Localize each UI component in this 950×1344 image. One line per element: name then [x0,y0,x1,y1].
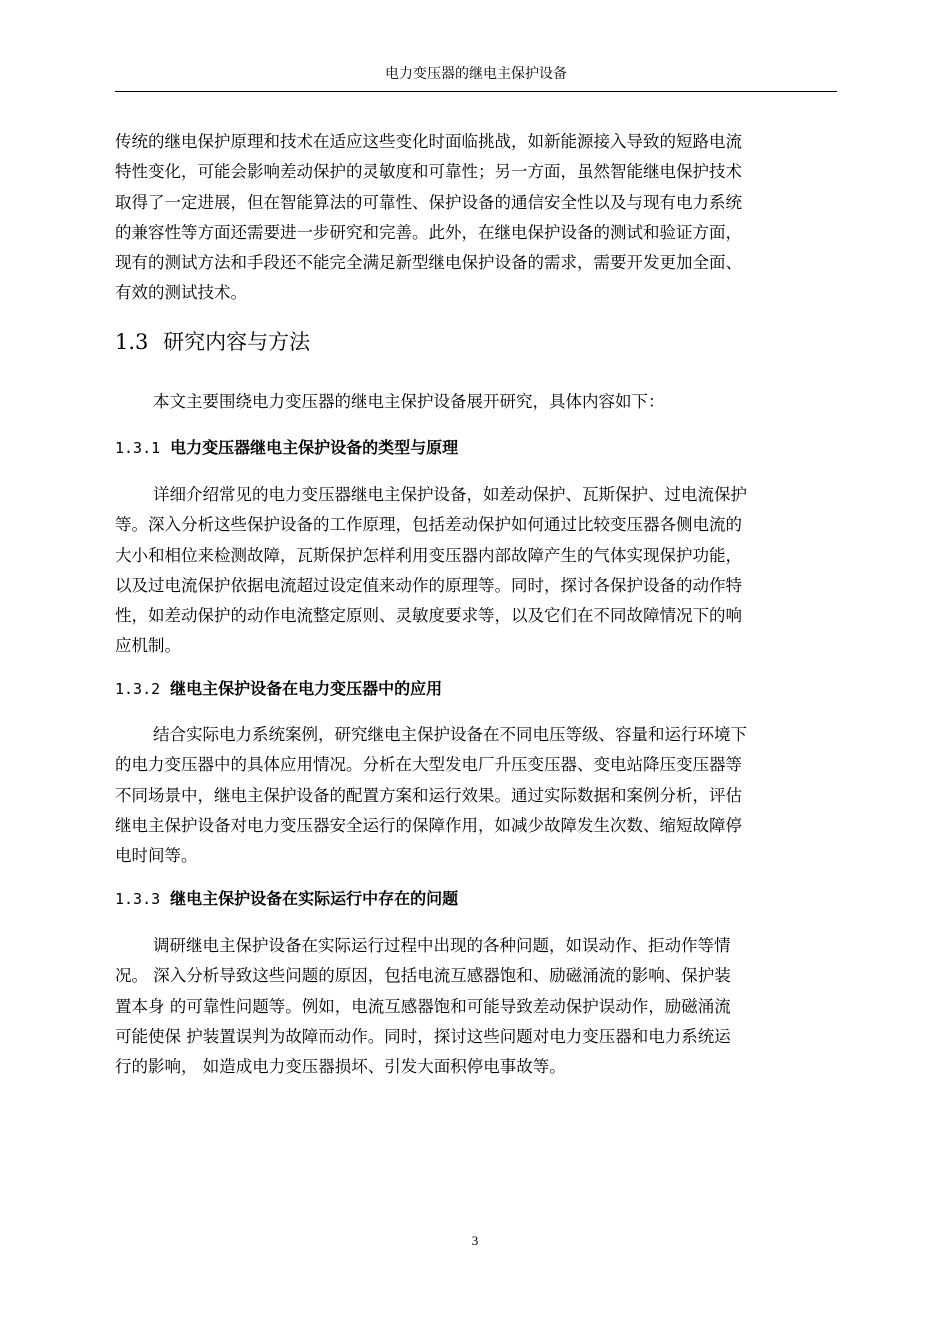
subsection-paragraph-1-3-3 [115,931,840,1082]
paragraph-line: 置本身 的可靠性问题等。例如，电流互感器饱和可能导致差动保护误动作，励磁涌流 [115,996,731,1016]
paragraph-line: 本文主要围绕电力变压器的继电主保护设备展开研究，具体内容如下： [153,392,665,411]
paragraph-line: 以及过电流保护依据电流超过设定值来动作的原理等。同时，探讨各保护设备的动作特 [115,575,742,595]
paragraph-line: 况。 深入分析导致这些问题的原因，包括电流互感器饱和、励磁涌流的影响、保护装 [115,966,731,986]
subsection-number: 1.3.1 [115,439,161,457]
paragraph-line: 性，如差动保护的动作电流整定原则、灵敏度要求等，以及它们在不同故障情况下的响 [115,606,742,626]
section-heading [115,326,310,358]
running-header: 电力变压器的继电主保护设备 [385,66,567,82]
paragraph-line: 传统的继电保护原理和技术在适应这些变化时面临挑战，如新能源接入导致的短路电流 [115,132,742,151]
section-title: 研究内容与方法 [163,330,311,354]
subsection-heading-1-3-2 [115,677,442,701]
paragraph-line: 详细介绍常见的电力变压器继电主保护设备，如差动保护、瓦斯保护、过电流保护 [153,485,747,504]
paragraph-line: 的兼容性等方面还需要进一步研究和完善。此外，在继电保护设备的测试和验证方面， [115,222,742,242]
intro-paragraph [115,127,840,309]
paragraph-line: 的电力变压器中的具体应用情况。分析在大型发电厂升压变压器、变电站降压变压器等 [115,755,742,775]
paragraph-line: 应机制。 [115,636,181,656]
subsection-heading-1-3-3 [115,887,458,911]
paragraph-line: 结合实际电力系统案例，研究继电主保护设备在不同电压等级、容量和运行环境下 [153,725,747,744]
page-number: 3 [471,1233,479,1248]
paragraph-line: 不同场景中，继电主保护设备的配置方案和运行效果。通过实际数据和案例分析，评估 [115,785,742,805]
subsection-title: 电力变压器继电主保护设备的类型与原理 [170,438,459,457]
paragraph-line: 调研继电主保护设备在实际运行过程中出现的各种问题，如误动作、拒动作等情 [153,936,731,955]
subsection-number: 1.3.3 [115,890,161,908]
subsection-title: 继电主保护设备在电力变压器中的应用 [170,679,443,698]
subsection-paragraph-1-3-2 [115,720,840,871]
paragraph-line: 现有的测试方法和手段还不能完全满足新型继电保护设备的需求，需要开发更加全面、 [115,253,742,273]
subsection-heading-1-3-1 [115,436,458,460]
subsection-title: 继电主保护设备在实际运行中存在的问题 [170,889,459,908]
subsection-number: 1.3.2 [115,680,161,698]
paragraph-line: 有效的测试技术。 [115,283,247,303]
paragraph-line: 大小和相位来检测故障，瓦斯保护怎样利用变压器内部故障产生的气体实现保护功能， [115,545,742,565]
paragraph-line: 可能使保 护装置误判为故障而动作。同时，探讨这些问题对电力变压器和电力系统运 [115,1026,731,1046]
section-number: 1.3 [115,330,149,354]
paragraph-line: 特性变化，可能会影响差动保护的灵敏度和可靠性；另一方面，虽然智能继电保护技术 [115,162,742,182]
paragraph-line: 行的影响， 如造成电力变压器损坏、引发大面积停电事故等。 [115,1057,566,1077]
subsection-paragraph-1-3-1 [115,480,840,662]
paragraph-line: 继电主保护设备对电力变压器安全运行的保障作用，如减少故障发生次数、缩短故障停 [115,815,742,835]
paragraph-line: 等。深入分析这些保护设备的工作原理，包括差动保护如何通过比较变压器各侧电流的 [115,515,742,535]
paragraph-line: 电时间等。 [115,846,198,866]
paragraph-line: 取得了一定进展，但在智能算法的可靠性、保护设备的通信安全性以及与现有电力系统 [115,192,742,212]
header-divider [115,91,837,92]
section-lead-paragraph [115,387,878,417]
